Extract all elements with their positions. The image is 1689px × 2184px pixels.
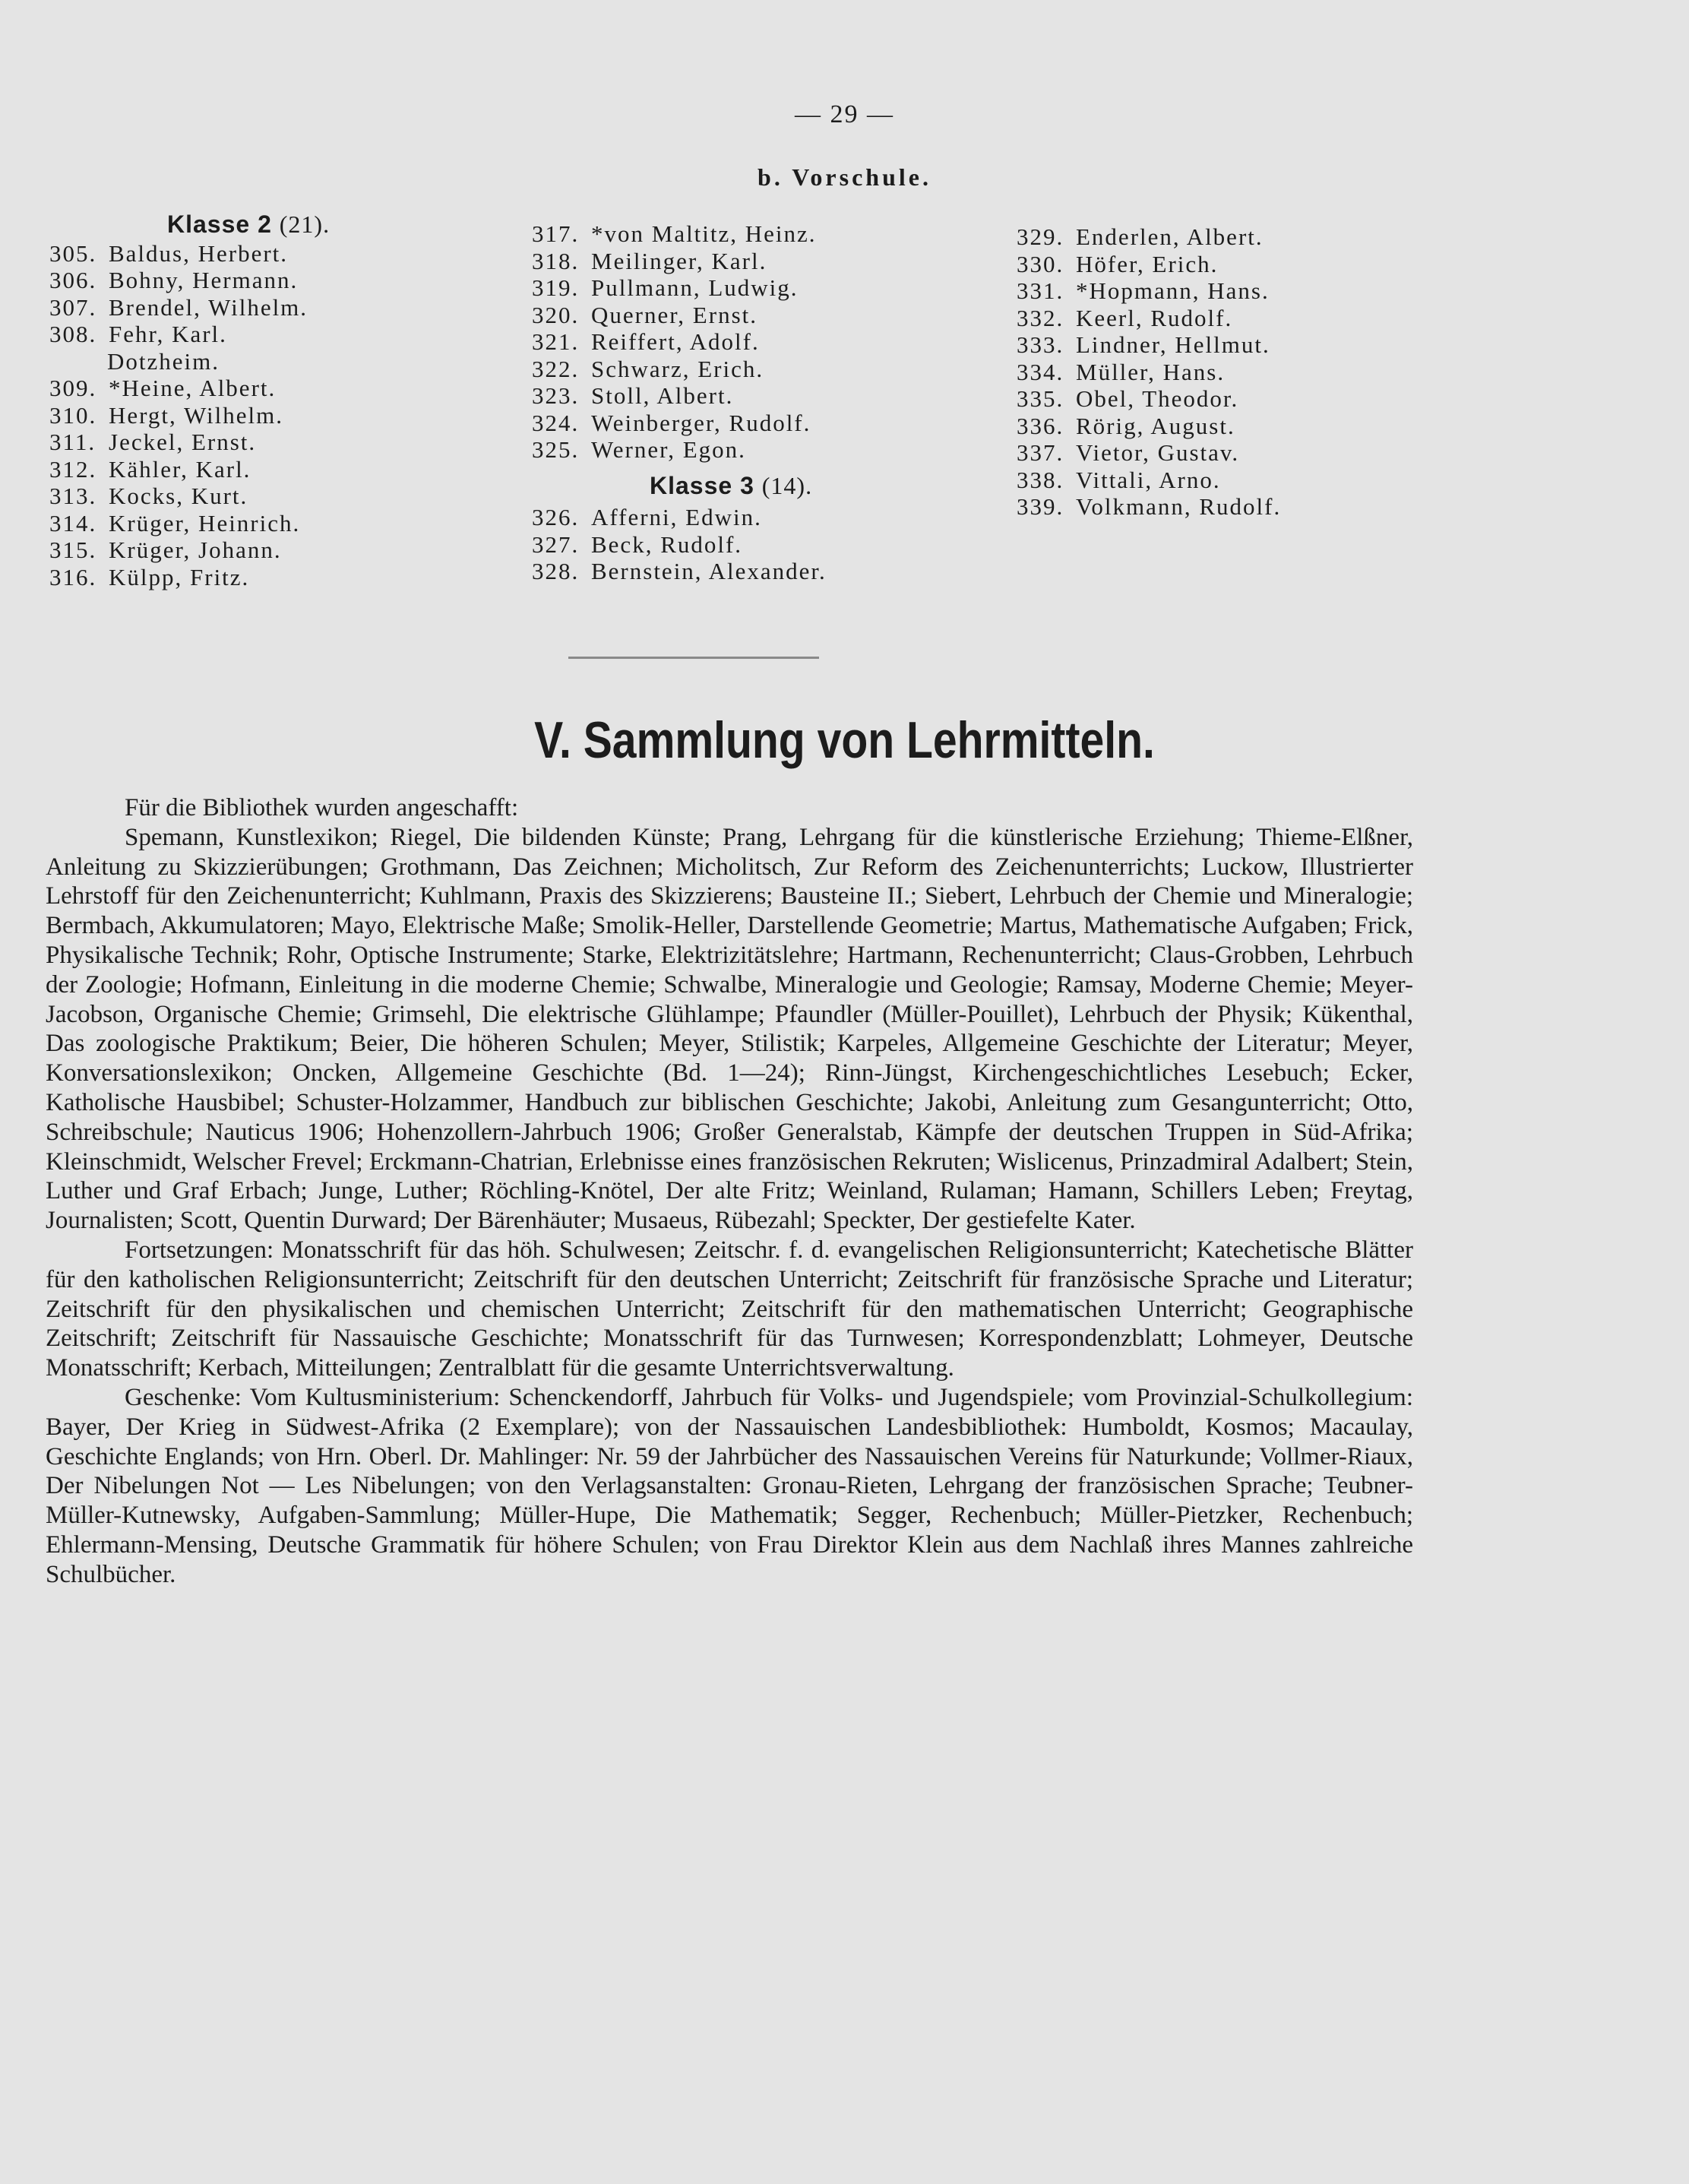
list-item [532, 382, 1003, 410]
list-item [532, 220, 1003, 248]
entry-number: 329. [1017, 223, 1064, 250]
entry-number: 316. [49, 563, 97, 590]
entry-number: 336. [1017, 412, 1064, 439]
list-item [532, 436, 1003, 464]
entry-name: Jeckel, Ernst. [109, 429, 257, 455]
entry-name: Schwarz, Erich. [591, 355, 764, 382]
entry-number: 338. [1017, 466, 1064, 493]
section-title: V. Sammlung von Lehrmitteln. [534, 711, 1155, 769]
entry-name: Külpp, Fritz. [109, 563, 250, 590]
entry-name: *von Maltitz, Heinz. [591, 220, 817, 247]
student-list-column-1 [49, 211, 475, 590]
entry-name: Rörig, August. [1076, 412, 1235, 439]
list-item [532, 248, 1003, 275]
entry-name: Müller, Hans. [1076, 358, 1226, 385]
entry-number: 307. [49, 293, 97, 321]
entry-name: Bernstein, Alexander. [591, 558, 827, 584]
paragraph-acquisitions: Spemann, Kunstlexikon; Riegel, Die bildenden Künste; Prang, Lehrgang für die künstlerische Erziehung; Thieme-Elßner, Anleitung zu Skizzierübungen; Grothmann, Das Zeichnen; Micholitsch, Zur Reform des Zeichenunterrichts; Luckow, Illustrierter Lehrstoff für den Zeichenunterricht; Kuhlmann, Praxis des Skizzierens; Bausteine II.; Siebert, Lehrbuch der Chemie und Mineralogie; Bermbach, Akkumulatoren; Mayo, Elektrische Maße; Smolik-Heller, Darstellende Geometrie; Martus, Mathematische Aufgaben; Frick, Physikalische Technik; Rohr, Optische Instrumente; Starke, Elektrizitätslehre; Hartmann, Rechenunterricht; Claus-Grobben, Lehrbuch der Zoologie; Hofmann, Einleitung in die moderne Chemie; Schwalbe, Mineralogie und Geologie; Ramsay, Moderne Chemie; Meyer-Jacobson, Organische Chemie; Grimsehl, Die elektrische Glühlampe; Pfaundler (Müller-Pouillet), Lehrbuch der Physik; Kükenthal, Das zoologische Praktikum; Beier, Die höheren Schulen; Meyer, Stilistik; Karpeles, Allgemeine Geschichte der Literatur; Meyer, Konversationslexikon; Oncken, Allgemeine Geschichte (Bd. 1—24); Rinn-Jüngst, Kirchengeschichtliches Lesebuch; Ecker, Katholische Hausbibel; Schuster-Holzammer, Handbuch zur biblischen Geschichte; Jakobi, Anleitung zum Gesangunterricht; Otto, Schreibschule; Nauticus 1906; Hohenzollern-Jahrbuch 1906; Großer Generalstab, Kämpfe der deutschen Truppen in Süd-Afrika; Kleinschmidt, Welscher Frevel; Erckmann-Chatrian, Erlebnisse eines französischen Rekruten; Wislicenus, Prinzadmiral Adalbert; Stein, Luther und Graf Erbach; Junge, Luther; Röchling-Knötel, Der alte Fritz; Weinland, Rulaman; Hamann, Schillers Leben; Freytag, Journalisten; Scott, Quentin Durward; Der Bärenhäuter; Musaeus, Rübezahl; Speckter, Der gestiefelte Kater. [46, 823, 1413, 1235]
entry-name: Stoll, Albert. [591, 382, 734, 409]
entry-number: 334. [1017, 358, 1064, 385]
entry-number: 319. [532, 274, 580, 301]
entry-number: 333. [1017, 331, 1064, 358]
entry-name: Vietor, Gustav. [1076, 439, 1240, 466]
entry-number: 322. [532, 355, 580, 382]
entry-name: Keerl, Rudolf. [1076, 304, 1233, 331]
list-item [49, 456, 475, 483]
entry-name: Brendel, Wilhelm. [109, 293, 308, 321]
list-item [532, 504, 1003, 531]
entry-number: 332. [1017, 304, 1064, 331]
list-item [1017, 439, 1412, 467]
list-item [49, 294, 475, 321]
entry-number: 335. [1017, 385, 1064, 412]
klasse-2-heading [49, 211, 475, 239]
entry-number: 318. [532, 247, 580, 274]
entry-number: 306. [49, 267, 97, 293]
list-item [49, 321, 475, 348]
klasse-2-title: Klasse 2 [167, 210, 272, 238]
entry-number: 305. [49, 239, 97, 267]
list-item [532, 328, 1003, 356]
list-item [49, 564, 475, 591]
list-item [532, 274, 1003, 302]
entry-name: Dotzheim. [107, 347, 220, 375]
entry-name: Beck, Rudolf. [591, 530, 743, 558]
entry-number: 321. [532, 328, 580, 355]
entry-number: 312. [49, 455, 97, 483]
paragraph-intro: Für die Bibliothek wurden angeschafft: [125, 794, 519, 821]
list-item [49, 375, 475, 402]
page-number: — 29 — [795, 100, 894, 128]
list-item [1017, 251, 1412, 278]
list-item [532, 302, 1003, 329]
student-list-column-2 [532, 220, 1003, 585]
list-item [532, 531, 1003, 559]
entry-number: 330. [1017, 250, 1064, 277]
list-item [49, 402, 475, 429]
klasse-3-title: Klasse 3 [650, 471, 754, 499]
student-list-column-3 [1017, 223, 1412, 521]
list-item [532, 410, 1003, 437]
entry-name: Weinberger, Rudolf. [591, 409, 811, 436]
body-text [46, 793, 1413, 1590]
entry-number: 331. [1017, 277, 1064, 304]
entry-number: 317. [532, 220, 580, 247]
entry-name: Enderlen, Albert. [1076, 223, 1264, 250]
entry-number: 311. [49, 429, 96, 455]
entry-name: Lindner, Hellmut. [1076, 331, 1270, 358]
entry-number: 314. [49, 509, 97, 537]
list-item [532, 356, 1003, 383]
list-item [49, 483, 475, 510]
klasse-2-count: (21). [279, 210, 331, 238]
entry-number: 328. [532, 558, 580, 584]
entry-name: Krüger, Heinrich. [109, 509, 301, 537]
list-item [1017, 331, 1412, 359]
entry-number: 315. [49, 537, 97, 563]
entry-name: Kähler, Karl. [109, 455, 251, 483]
entry-name: *Hopmann, Hans. [1076, 277, 1270, 304]
entry-name: Höfer, Erich. [1076, 250, 1219, 277]
entry-name: Querner, Ernst. [591, 301, 758, 328]
entry-name: Pullmann, Ludwig. [591, 274, 799, 301]
entry-name: Volkmann, Rudolf. [1076, 493, 1282, 520]
entry-name: Hergt, Wilhelm. [109, 401, 283, 429]
list-item [532, 558, 1003, 585]
klasse-3-heading [532, 473, 1003, 500]
entry-number: 326. [532, 504, 580, 530]
entry-name: Afferni, Edwin. [591, 504, 762, 530]
entry-name: Reiffert, Adolf. [591, 328, 760, 355]
list-item [1017, 385, 1412, 413]
entry-number: 337. [1017, 439, 1064, 466]
entry-number: 324. [532, 409, 580, 436]
paragraph-geschenke: Geschenke: Vom Kultusministerium: Schenckendorff, Jahrbuch für Volks- und Jugendspiele; vom Provinzial-Schulkollegium: Bayer, Der Krieg in Südwest-Afrika (2 Exemplare); von der Nassauischen Landesbibliothek: Humboldt, Kosmos; Macaulay, Geschichte Englands; von Hrn. Oberl. Dr. Mahlinger: Nr. 59 der Jahrbücher des Nassauischen Vereins für Naturkunde; Vollmer-Riaux, Der Nibelungen Not — Les Nibelungen; von den Verlagsanstalten: Gronau-Rieten, Lehrgang der französischen Sprache; Teubner-Müller-Kutnewsky, Aufgaben-Sammlung; Müller-Hupe, Die Mathematik; Segger, Rechenbuch; Müller-Pietzker, Rechenbuch; Ehlermann-Mensing, Deutsche Grammatik für höhere Schulen; von Frau Direktor Klein aus dem Nachlaß ihres Mannes zahlreiche Schulbücher. [46, 1383, 1413, 1588]
list-item [1017, 413, 1412, 440]
list-item [1017, 359, 1412, 386]
list-item-continuation [49, 348, 475, 375]
list-item [1017, 467, 1412, 494]
entry-name: Obel, Theodor. [1076, 385, 1239, 412]
list-item [49, 267, 475, 294]
list-item [1017, 305, 1412, 332]
entry-number: 313. [49, 483, 97, 509]
entry-number: 310. [49, 401, 97, 429]
entry-name: Baldus, Herbert. [109, 239, 289, 267]
subheading-vorschule: b. Vorschule. [758, 163, 931, 191]
list-item [1017, 277, 1412, 305]
entry-name: Bohny, Hermann. [109, 267, 299, 293]
entry-number: 339. [1017, 493, 1064, 520]
entry-number: 325. [532, 436, 580, 463]
entry-name: Fehr, Karl. [109, 321, 227, 347]
list-item [1017, 493, 1412, 521]
paragraph-fortsetzungen: Fortsetzungen: Monatsschrift für das höh. Schulwesen; Zeitschr. f. d. evangelischen Religionsunterricht; Katechetische Blätter für den katholischen Religionsunterricht; Zeitschrift für den deutschen Unterricht; Zeitschrift für französische Sprache und Literatur; Zeitschrift für den physikalischen und chemischen Unterricht; Zeitschrift für den mathematischen Unterricht; Geographische Zeitschrift; Zeitschrift für Nassauische Geschichte; Monatsschrift für das Turnwesen; Korrespondenzblatt; Lohmeyer, Deutsche Monatsschrift; Kerbach, Mitteilungen; Zentralblatt für die gesamte Unterrichtsverwaltung. [46, 1236, 1413, 1382]
list-item [49, 510, 475, 537]
section-divider [568, 657, 819, 659]
list-item [49, 537, 475, 564]
entry-name: Krüger, Johann. [109, 537, 282, 563]
entry-number: 309. [49, 375, 97, 401]
entry-number: 323. [532, 382, 580, 409]
klasse-3-count: (14). [761, 471, 813, 499]
list-item [49, 240, 475, 267]
entry-name: Meilinger, Karl. [591, 247, 767, 274]
entry-name: Werner, Egon. [591, 436, 746, 463]
entry-name: Vittali, Arno. [1076, 466, 1221, 493]
list-item [49, 429, 475, 456]
list-item [1017, 223, 1412, 251]
entry-name: Kocks, Kurt. [109, 483, 248, 509]
entry-name: *Heine, Albert. [109, 375, 277, 401]
entry-number: 320. [532, 301, 580, 328]
entry-number: 327. [532, 530, 580, 558]
entry-number: 308. [49, 321, 97, 347]
